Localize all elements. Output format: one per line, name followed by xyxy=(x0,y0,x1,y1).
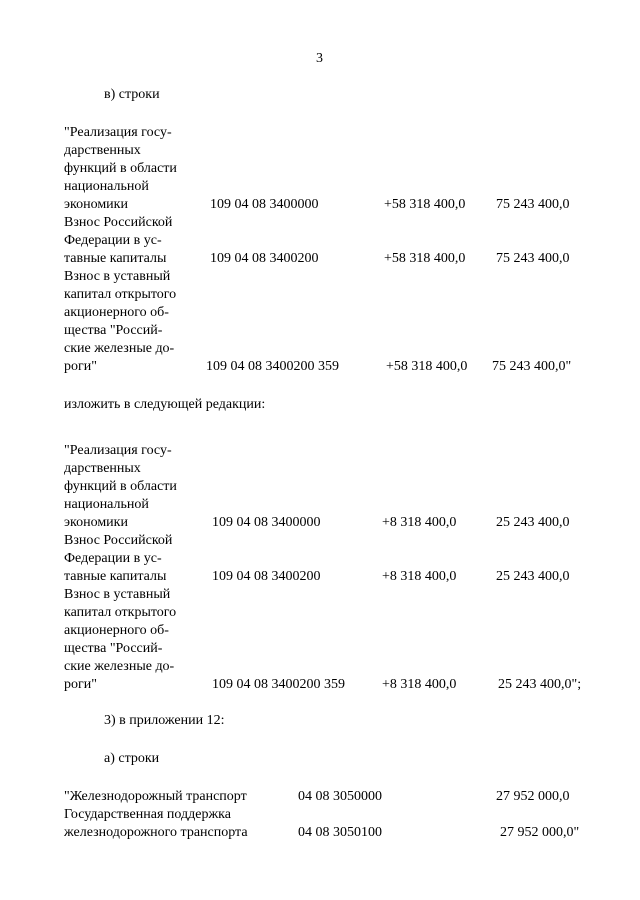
label-line: капитал открытого xyxy=(64,287,177,302)
paragraph-3-prilozhenie: 3) в приложении 12: xyxy=(104,713,225,728)
new-row-code: 109 04 08 3400200 359 xyxy=(212,677,345,692)
label-line: Взнос Российской xyxy=(64,215,173,230)
paragraph-v-stroki: в) строки xyxy=(104,87,160,102)
label-line: ские железные до- xyxy=(64,659,175,674)
old-row-change: +58 318 400,0 xyxy=(384,251,466,266)
old-row-total: 75 243 400,0 xyxy=(496,197,570,212)
old-row-change: +58 318 400,0 xyxy=(386,359,468,374)
paragraph-izlozhit: изложить в следующей редакции: xyxy=(64,397,266,412)
new-row-label xyxy=(64,442,204,532)
last-row-total: 27 952 000,0 xyxy=(496,789,570,804)
label-line: "Реализация госу- xyxy=(64,125,172,140)
label-line: ские железные до- xyxy=(64,341,175,356)
old-row-code: 109 04 08 3400200 xyxy=(210,251,319,266)
old-row-total: 75 243 400,0" xyxy=(492,359,572,374)
last-row-label: "Железнодорожный транспорт xyxy=(64,789,247,804)
label-line: Федерации в ус- xyxy=(64,233,162,248)
label-line: акционерного об- xyxy=(64,623,169,638)
new-row-label xyxy=(64,586,204,694)
label-line: "Реализация госу- xyxy=(64,443,172,458)
label-line: дарственных xyxy=(64,461,141,476)
label-line: капитал открытого xyxy=(64,605,177,620)
label-line: роги" xyxy=(64,359,97,374)
old-row-label xyxy=(64,214,204,268)
new-row-total: 25 243 400,0"; xyxy=(498,677,582,692)
last-row-code: 04 08 3050000 xyxy=(298,789,382,804)
label-line: экономики xyxy=(64,515,128,530)
new-row-change: +8 318 400,0 xyxy=(382,677,457,692)
new-row-change: +8 318 400,0 xyxy=(382,569,457,584)
label-line: функций в области xyxy=(64,479,177,494)
old-row-change: +58 318 400,0 xyxy=(384,197,466,212)
label-line: дарственных xyxy=(64,143,141,158)
last-row-total: 27 952 000,0" xyxy=(500,825,580,840)
label-line: Взнос в уставный xyxy=(64,269,171,284)
label-line: тавные капиталы xyxy=(64,251,167,266)
label-line: щества "Россий- xyxy=(64,641,163,656)
label-line: экономики xyxy=(64,197,128,212)
label-line: Взнос в уставный xyxy=(64,587,171,602)
label-line: Взнос Российской xyxy=(64,533,173,548)
new-row-total: 25 243 400,0 xyxy=(496,569,570,584)
label-line: тавные капиталы xyxy=(64,569,167,584)
old-row-code: 109 04 08 3400200 359 xyxy=(206,359,339,374)
label-line: щества "Россий- xyxy=(64,323,163,338)
last-row-label: Государственная поддержка xyxy=(64,807,231,822)
old-row-code: 109 04 08 3400000 xyxy=(210,197,319,212)
new-row-total: 25 243 400,0 xyxy=(496,515,570,530)
label-line: национальной xyxy=(64,179,149,194)
paragraph-a-stroki: а) строки xyxy=(104,751,160,766)
label-line: акционерного об- xyxy=(64,305,169,320)
label-line: национальной xyxy=(64,497,149,512)
old-row-total: 75 243 400,0 xyxy=(496,251,570,266)
old-row-label xyxy=(64,268,204,376)
new-row-code: 109 04 08 3400200 xyxy=(212,569,321,584)
new-row-change: +8 318 400,0 xyxy=(382,515,457,530)
old-row-label xyxy=(64,124,204,214)
last-row-code: 04 08 3050100 xyxy=(298,825,382,840)
page-number: 3 xyxy=(316,51,323,66)
new-row-label xyxy=(64,532,204,586)
label-line: Федерации в ус- xyxy=(64,551,162,566)
label-line: роги" xyxy=(64,677,97,692)
new-row-code: 109 04 08 3400000 xyxy=(212,515,321,530)
label-line: функций в области xyxy=(64,161,177,176)
last-row-label: железнодорожного транспорта xyxy=(64,825,248,840)
